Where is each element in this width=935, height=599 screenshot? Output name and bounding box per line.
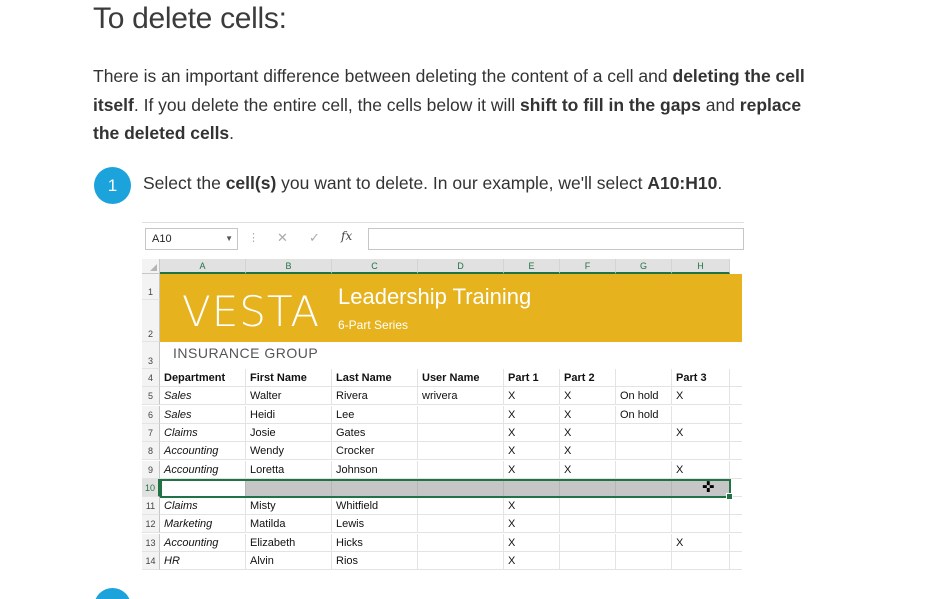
row-header-7[interactable]: 7 xyxy=(142,424,160,442)
cell-e11[interactable]: X xyxy=(504,497,560,515)
row-header-6[interactable]: 6 xyxy=(142,406,160,424)
cell-f7[interactable]: X xyxy=(560,424,616,442)
cell-f11[interactable] xyxy=(560,497,616,515)
cell-a4[interactable]: Department xyxy=(160,369,246,387)
intro-text-4: . xyxy=(229,123,235,143)
cell-g14[interactable] xyxy=(616,552,672,570)
cell-d6[interactable] xyxy=(418,406,504,424)
cell-h5[interactable]: X xyxy=(672,387,730,405)
intro-bold-1: deleting the cell itself xyxy=(93,66,805,115)
cell-g11[interactable] xyxy=(616,497,672,515)
row-header-4[interactable]: 4 xyxy=(142,369,160,387)
cell-d7[interactable] xyxy=(418,424,504,442)
cell-e13[interactable]: X xyxy=(504,534,560,552)
cell-g8[interactable] xyxy=(616,442,672,460)
cell-f14[interactable] xyxy=(560,552,616,570)
row-header-5[interactable]: 5 xyxy=(142,387,160,405)
company-name: INSURANCE GROUP xyxy=(173,345,319,361)
row-header-3[interactable]: 3 xyxy=(142,342,160,369)
cell-h10[interactable] xyxy=(672,479,730,497)
table-row[interactable] xyxy=(160,424,742,442)
step-bold-2: A10:H10 xyxy=(647,173,718,193)
check-icon[interactable]: ✓ xyxy=(309,230,320,245)
cell-a5[interactable]: Sales xyxy=(160,387,246,405)
table-row[interactable] xyxy=(160,534,742,552)
cell-e10[interactable] xyxy=(504,479,560,497)
cell-f13[interactable] xyxy=(560,534,616,552)
formula-input[interactable] xyxy=(368,228,744,250)
cell-d13[interactable] xyxy=(418,534,504,552)
cell-g7[interactable] xyxy=(616,424,672,442)
cell-f12[interactable] xyxy=(560,515,616,533)
intro-text-1: There is an important difference between deleting the content of a cell and xyxy=(93,66,673,86)
cell-e5[interactable]: X xyxy=(504,387,560,405)
column-header-g[interactable]: G xyxy=(616,259,672,274)
cell-c7[interactable]: Gates xyxy=(332,424,418,442)
cell-g13[interactable] xyxy=(616,534,672,552)
step-text-1: Select the xyxy=(143,173,226,193)
row-header-14[interactable]: 14 xyxy=(142,552,160,570)
column-header-e[interactable]: E xyxy=(504,259,560,274)
step-bold-1: cell(s) xyxy=(225,173,277,193)
table-row[interactable] xyxy=(160,515,742,533)
cell-a14[interactable]: HR xyxy=(160,552,246,570)
cell-f5[interactable]: X xyxy=(560,387,616,405)
cell-c14[interactable]: Rios xyxy=(332,552,418,570)
cell-a7[interactable]: Claims xyxy=(160,424,246,442)
cell-cursor-icon: ✜ xyxy=(702,479,715,496)
cell-e7[interactable]: X xyxy=(504,424,560,442)
cell-d5[interactable]: wrivera xyxy=(418,387,504,405)
cell-h4[interactable]: Part 3 xyxy=(672,369,730,387)
cell-f10[interactable] xyxy=(560,479,616,497)
row-header-8[interactable]: 8 xyxy=(142,442,160,460)
cell-a6[interactable]: Sales xyxy=(160,406,246,424)
cell-b13[interactable]: Elizabeth xyxy=(246,534,332,552)
cell-g5[interactable]: On hold xyxy=(616,387,672,405)
cell-f4[interactable]: Part 2 xyxy=(560,369,616,387)
cell-f8[interactable]: X xyxy=(560,442,616,460)
cell-f6[interactable]: X xyxy=(560,406,616,424)
cell-b8[interactable]: Wendy xyxy=(246,442,332,460)
banner-title: Leadership Training xyxy=(338,284,532,309)
cell-c13[interactable]: Hicks xyxy=(332,534,418,552)
table-row[interactable] xyxy=(160,406,742,424)
row-header-13[interactable]: 13 xyxy=(142,534,160,552)
cell-c10[interactable] xyxy=(332,479,418,497)
cell-d10[interactable] xyxy=(418,479,504,497)
select-all-corner[interactable] xyxy=(142,259,160,274)
row-header-11[interactable]: 11 xyxy=(142,497,160,515)
cell-b12[interactable]: Matilda xyxy=(246,515,332,533)
cell-g6[interactable]: On hold xyxy=(616,406,672,424)
close-icon[interactable]: ✕ xyxy=(277,230,288,245)
cell-h8[interactable] xyxy=(672,442,730,460)
cell-e12[interactable]: X xyxy=(504,515,560,533)
excel-screenshot xyxy=(142,222,744,572)
column-header-a[interactable]: A xyxy=(160,259,246,274)
cell-d8[interactable] xyxy=(418,442,504,460)
chevron-down-icon[interactable]: ▼ xyxy=(225,234,233,243)
cell-e6[interactable]: X xyxy=(504,406,560,424)
intro-bold-3: replace the deleted cells xyxy=(93,94,802,143)
title-banner xyxy=(160,274,742,342)
intro-text-3: and xyxy=(700,94,740,115)
table-row[interactable] xyxy=(160,442,742,460)
cell-a10[interactable] xyxy=(160,479,246,497)
column-header-b[interactable]: B xyxy=(246,259,332,274)
cell-e4[interactable]: Part 1 xyxy=(504,369,560,387)
cell-c5[interactable]: Rivera xyxy=(332,387,418,405)
column-header-f[interactable]: F xyxy=(560,259,616,274)
step-text-2: you want to delete. In our example, we'll select xyxy=(276,173,648,193)
banner-subtitle: 6-Part Series xyxy=(338,318,409,332)
table-row[interactable] xyxy=(160,479,742,497)
intro-text-2: . If you delete the entire cell, the cells below it will xyxy=(133,94,521,115)
row-header-9[interactable]: 9 xyxy=(142,461,160,479)
formula-bar xyxy=(142,223,744,255)
table-row[interactable] xyxy=(160,461,742,479)
step-text-3: . xyxy=(717,173,723,193)
cell-b9[interactable]: Loretta xyxy=(246,461,332,479)
cell-a13[interactable]: Accounting xyxy=(160,534,246,552)
cell-c4[interactable]: Last Name xyxy=(332,369,418,387)
intro-bold-2: shift to fill in the gaps xyxy=(520,94,701,115)
cell-a8[interactable]: Accounting xyxy=(160,442,246,460)
cell-f9[interactable]: X xyxy=(560,461,616,479)
cell-e9[interactable]: X xyxy=(504,461,560,479)
cell-h14[interactable] xyxy=(672,552,730,570)
vesta-logo-text: VESTA xyxy=(182,287,321,336)
cell-h11[interactable] xyxy=(672,497,730,515)
fx-label: fx xyxy=(341,229,353,243)
cell-g12[interactable] xyxy=(616,515,672,533)
cell-b6[interactable]: Heidi xyxy=(246,406,332,424)
table-row[interactable] xyxy=(160,552,742,570)
column-header-h[interactable]: H xyxy=(672,259,730,274)
cell-d12[interactable] xyxy=(418,515,504,533)
name-box[interactable] xyxy=(145,228,238,250)
step-instruction xyxy=(143,173,722,194)
cell-h9[interactable]: X xyxy=(672,461,730,479)
cell-e14[interactable]: X xyxy=(504,552,560,570)
intro-paragraph xyxy=(93,62,813,148)
step-number-badge: 1 xyxy=(94,167,131,204)
cell-g10[interactable] xyxy=(616,479,672,497)
cell-b10[interactable] xyxy=(246,479,332,497)
row-header-1[interactable]: 1 xyxy=(142,274,160,300)
cell-g4[interactable] xyxy=(616,369,672,387)
table-row[interactable] xyxy=(160,497,742,515)
cell-h6[interactable] xyxy=(672,406,730,424)
cell-b4[interactable]: First Name xyxy=(246,369,332,387)
cell-c9[interactable]: Johnson xyxy=(332,461,418,479)
page-heading: To delete cells: xyxy=(93,2,287,35)
cell-b7[interactable]: Josie xyxy=(246,424,332,442)
row-header-2[interactable]: 2 xyxy=(142,300,160,342)
cell-d4[interactable]: User Name xyxy=(418,369,504,387)
cell-h12[interactable] xyxy=(672,515,730,533)
cell-b11[interactable]: Misty xyxy=(246,497,332,515)
name-box-value: A10 xyxy=(152,233,172,245)
cell-a11[interactable]: Claims xyxy=(160,497,246,515)
cell-a12[interactable]: Marketing xyxy=(160,515,246,533)
table-row[interactable] xyxy=(160,387,742,405)
cell-d14[interactable] xyxy=(418,552,504,570)
cell-d11[interactable] xyxy=(418,497,504,515)
table-row[interactable] xyxy=(160,369,742,387)
cell-c12[interactable]: Lewis xyxy=(332,515,418,533)
more-options-icon: ⋮ xyxy=(248,232,259,244)
cell-g9[interactable] xyxy=(616,461,672,479)
cell-b14[interactable]: Alvin xyxy=(246,552,332,570)
cell-c11[interactable]: Whitfield xyxy=(332,497,418,515)
cell-e8[interactable]: X xyxy=(504,442,560,460)
column-header-c[interactable]: C xyxy=(332,259,418,274)
next-step-badge xyxy=(94,588,131,599)
row-header-12[interactable]: 12 xyxy=(142,515,160,533)
row-header-10[interactable]: 10 xyxy=(142,479,160,497)
cell-b5[interactable]: Walter xyxy=(246,387,332,405)
cell-h13[interactable]: X xyxy=(672,534,730,552)
cell-h7[interactable]: X xyxy=(672,424,730,442)
cell-c6[interactable]: Lee xyxy=(332,406,418,424)
cell-c8[interactable]: Crocker xyxy=(332,442,418,460)
fx-icon[interactable] xyxy=(341,229,352,243)
cell-d9[interactable] xyxy=(418,461,504,479)
cell-a9[interactable]: Accounting xyxy=(160,461,246,479)
column-header-d[interactable]: D xyxy=(418,259,504,274)
